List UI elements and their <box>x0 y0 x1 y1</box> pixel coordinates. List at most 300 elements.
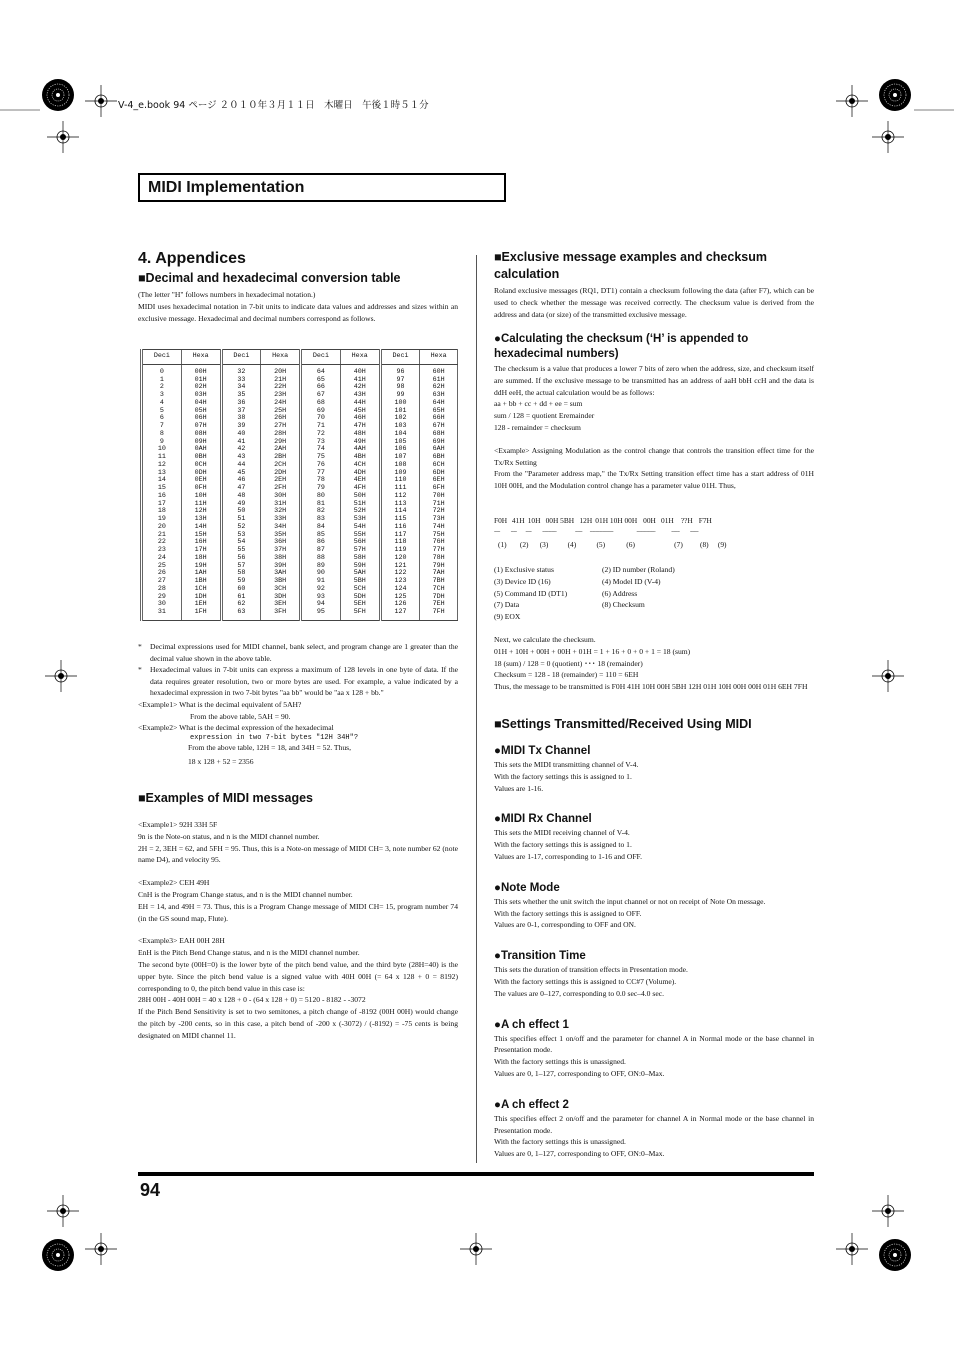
hex-cell: 18H <box>181 555 221 563</box>
settings-list <box>494 744 814 1160</box>
column-header: Hexa <box>420 350 458 365</box>
decimal-cell: 78 <box>301 477 341 485</box>
byte: 01H <box>661 516 674 525</box>
example-text: From the "Parameter address map," the Tx/Rx Setting transition effect time has a start address of 01H 10H 00H, and the Modulation control change has a parameter value 01H. Thus, <box>494 469 814 491</box>
table-row <box>142 415 458 423</box>
decimal-cell: 124 <box>380 586 420 594</box>
decimal-cell: 5 <box>142 408 182 416</box>
decimal-cell: 62 <box>221 601 261 609</box>
note-item: * Decimal expressions used for MIDI channel, bank select, and program change are 1 greater than the decimal value shown in the above table. <box>138 642 458 663</box>
hex-cell: 0DH <box>181 470 221 478</box>
setting-line: This sets whether the unit switch the input channel or not on receipt of Note On message. <box>494 896 766 906</box>
decimal-cell: 0 <box>142 364 182 376</box>
registration-star-icon <box>879 79 911 111</box>
setting-title: ●MIDI Rx Channel <box>494 813 592 826</box>
setting-block <box>494 949 814 999</box>
hex-cell: 50H <box>340 493 380 501</box>
hex-cell: 4FH <box>340 485 380 493</box>
hex-cell: 3DH <box>261 594 301 602</box>
exclusive-text: Roland exclusive messages (RQ1, DT1) contain a checksum following the data (after F7), which can be used to check whether the message was received correctly. The checksum value is derived from the address and data (or size) of the transmitted exclusive message. <box>494 286 814 319</box>
decimal-cell: 32 <box>221 364 261 376</box>
hex-cell: 4CH <box>340 462 380 470</box>
hex-cell: 0BH <box>181 454 221 462</box>
setting-line: With the factory settings this is assigned to 1. <box>494 840 632 850</box>
column-divider <box>476 255 477 1163</box>
decimal-cell: 122 <box>380 570 420 578</box>
byte: 01H 10H 00H <box>595 516 638 525</box>
decimal-cell: 51 <box>221 516 261 524</box>
decimal-cell: 52 <box>221 524 261 532</box>
file-header: V-4_e.book 94 ページ ２０１０年３月１１日 木曜日 午後１時５１分 <box>118 100 429 111</box>
decimal-cell: 106 <box>380 446 420 454</box>
decimal-cell: 90 <box>301 570 341 578</box>
example3-line: If the Pitch Bend Sensitivity is set to two semitones, a pitch change of -8192 (00H 00H) would change the pitch by -200 cents, so in this case, a pitch bend of -200 x (-3072) / (-8192) = -75 cents is being designated on MIDI channel 11. <box>138 1007 458 1040</box>
table-row <box>142 516 458 524</box>
hex-cell: 45H <box>340 408 380 416</box>
hex-cell: 11H <box>181 501 221 509</box>
hex-cell: 7FH <box>420 609 458 620</box>
column-header: Deci <box>142 350 182 365</box>
hex-cell: 7EH <box>420 601 458 609</box>
hex-cell: 68H <box>420 431 458 439</box>
setting-line: Values are 1-17, corresponding to 1-16 and OFF. <box>494 851 643 861</box>
hex-cell: 74H <box>420 524 458 532</box>
decimal-cell: 48 <box>221 493 261 501</box>
decimal-cell: 34 <box>221 384 261 392</box>
decimal-cell: 88 <box>301 555 341 563</box>
decimal-cell: 47 <box>221 485 261 493</box>
decimal-cell: 82 <box>301 508 341 516</box>
hex-cell: 26H <box>261 415 301 423</box>
hex-cell: 72H <box>420 508 458 516</box>
example2-line: CnH is the Program Change status, and n is the MIDI channel number. <box>138 889 353 899</box>
setting-title: ●MIDI Tx Channel <box>494 745 591 757</box>
example2-line: EH = 14, and 49H = 73. Thus, this is a Program Change message of MIDI CH= 15, program number 74 (in the GS sound map, Flute). <box>138 901 458 923</box>
decimal-cell: 109 <box>380 470 420 478</box>
decimal-cell: 6 <box>142 415 182 423</box>
crosshair-icon <box>836 1233 868 1265</box>
byte: 12H <box>579 516 593 525</box>
calc-line: 18 (sum) / 128 = 0 (quotient) ･･･ 18 (remainder) <box>494 658 643 668</box>
decimal-cell: 33 <box>221 377 261 385</box>
decimal-cell: 23 <box>142 547 182 555</box>
table-row <box>142 384 458 392</box>
decimal-cell: 42 <box>221 446 261 454</box>
setting-line: This sets the duration of transition effects in Presentation mode. <box>494 965 688 975</box>
decimal-cell: 27 <box>142 578 182 586</box>
checksum-formula: sum / 128 = quotient Eremainder <box>494 411 595 421</box>
decimal-cell: 36 <box>221 400 261 408</box>
hex-cell: 3AH <box>261 570 301 578</box>
hex-cell: 54H <box>340 524 380 532</box>
hex-cell: 0FH <box>181 485 221 493</box>
column-header: Deci <box>221 350 261 365</box>
hex-cell: 36H <box>261 539 301 547</box>
setting-line: Values are 0, 1–127, corresponding to OFF, ON:0–Max. <box>494 1149 665 1159</box>
decimal-cell: 76 <box>301 462 341 470</box>
crosshair-icon <box>47 1195 79 1227</box>
conversion-intro-text: MIDI uses hexadecimal notation in 7-bit units to indicate data values and addresses and sizes within an exclusive message. Hexadecimal and decimal numbers correspond as follows. <box>138 301 458 323</box>
decimal-cell: 67 <box>301 392 341 400</box>
hex-cell: 62H <box>420 384 458 392</box>
hex-cell: 60H <box>420 364 458 376</box>
byte: ??H <box>680 516 693 525</box>
hex-cell: 13H <box>181 516 221 524</box>
hex-cell: 0CH <box>181 462 221 470</box>
table-notes <box>138 641 458 767</box>
example2-answer: From the above table, 12H = 18, and 34H = 52. Thus, <box>188 742 352 752</box>
example3-line: EnH is the Pitch Bend Change status, and n is the MIDI channel number. <box>138 948 360 958</box>
decimal-cell: 91 <box>301 578 341 586</box>
decimal-cell: 114 <box>380 508 420 516</box>
table-row <box>142 446 458 454</box>
decimal-cell: 126 <box>380 601 420 609</box>
conversion-intro <box>138 289 458 324</box>
decimal-cell: 80 <box>301 493 341 501</box>
table-row <box>142 609 458 620</box>
decimal-cell: 110 <box>380 477 420 485</box>
hex-cell: 2DH <box>261 470 301 478</box>
decimal-cell: 14 <box>142 477 182 485</box>
calc-line: 01H + 10H + 00H + 00H + 01H = 1 + 16 + 0 + 0 + 1 = 18 (sum) <box>494 646 691 656</box>
hex-cell: 29H <box>261 439 301 447</box>
decimal-cell: 108 <box>380 462 420 470</box>
decimal-cell: 4 <box>142 400 182 408</box>
decimal-cell: 61 <box>221 594 261 602</box>
legend-row: (5) Command ID (DT1) (6) Address <box>494 588 638 598</box>
hex-cell: 1BH <box>181 578 221 586</box>
hex-cell: 2AH <box>261 446 301 454</box>
hex-cell: 70H <box>420 493 458 501</box>
decimal-cell: 24 <box>142 555 182 563</box>
hex-cell: 46H <box>340 415 380 423</box>
section-title: 4. Appendices <box>138 250 246 267</box>
crosshair-icon <box>85 1233 117 1265</box>
table-row <box>142 454 458 462</box>
hex-cell: 61H <box>420 377 458 385</box>
hex-cell: 65H <box>420 408 458 416</box>
hex-cell: 15H <box>181 532 221 540</box>
decimal-cell: 95 <box>301 609 341 620</box>
decimal-cell: 116 <box>380 524 420 532</box>
decimal-cell: 44 <box>221 462 261 470</box>
setting-line: This specifies effect 2 on/off and the parameter for channel A in Normal mode or the base channel in Presentation mode. <box>494 1113 814 1135</box>
hex-cell: 4BH <box>340 454 380 462</box>
decimal-cell: 85 <box>301 532 341 540</box>
table-row <box>142 408 458 416</box>
decimal-cell: 10 <box>142 446 182 454</box>
hex-cell: 43H <box>340 392 380 400</box>
column-header: Hexa <box>261 350 301 365</box>
table-row <box>142 470 458 478</box>
crosshair-icon <box>872 660 904 692</box>
hex-cell: 08H <box>181 431 221 439</box>
crosshair-icon <box>45 660 77 692</box>
hex-cell: 5AH <box>340 570 380 578</box>
hex-cell: 3EH <box>261 601 301 609</box>
column-header: Hexa <box>181 350 221 365</box>
setting-title: ●Note Mode <box>494 881 560 894</box>
decimal-cell: 53 <box>221 532 261 540</box>
hex-cell: 6CH <box>420 462 458 470</box>
hex-cell: 17H <box>181 547 221 555</box>
hex-cell: 05H <box>181 408 221 416</box>
hex-cell: 33H <box>261 516 301 524</box>
hex-cell: 5FH <box>340 609 380 620</box>
byte: 10H <box>527 516 541 525</box>
table-row <box>142 431 458 439</box>
setting-line: With the factory settings this is assigned to CC#7 (Volume). <box>494 976 677 986</box>
registration-star-icon <box>42 79 74 111</box>
decimal-cell: 70 <box>301 415 341 423</box>
hex-cell: 44H <box>340 400 380 408</box>
hex-cell: 7AH <box>420 570 458 578</box>
decimal-cell: 72 <box>301 431 341 439</box>
checksum-paragraph: The checksum is a value that produces a lower 7 bits of zero when the address, size, and checksum itself are summed. If the exclusive message to be transmitted has an address of aaH bbH ccH and the data is ddH eeH, the actual calculation would be as follows: <box>494 364 814 397</box>
table-row <box>142 377 458 385</box>
table-row <box>142 594 458 602</box>
table-row <box>142 423 458 431</box>
decimal-cell: 103 <box>380 423 420 431</box>
hex-cell: 02H <box>181 384 221 392</box>
message-numbers: (1) (2) (3) (4) (5) (6) (7) (8) (9) <box>498 540 727 549</box>
table-row <box>142 586 458 594</box>
hex-cell: 6DH <box>420 470 458 478</box>
hex-cell: 04H <box>181 400 221 408</box>
decimal-cell: 86 <box>301 539 341 547</box>
decimal-cell: 35 <box>221 392 261 400</box>
hex-cell: 79H <box>420 563 458 571</box>
crosshair-icon <box>872 121 904 153</box>
hex-cell: 2BH <box>261 454 301 462</box>
decimal-cell: 58 <box>221 570 261 578</box>
crosshair-icon <box>460 1233 492 1265</box>
hex-cell: 6EH <box>420 477 458 485</box>
hex-cell: 47H <box>340 423 380 431</box>
hex-cell: 66H <box>420 415 458 423</box>
hex-cell: 35H <box>261 532 301 540</box>
setting-line: This sets the MIDI receiving channel of V-4. <box>494 828 630 838</box>
decimal-cell: 111 <box>380 485 420 493</box>
table-row <box>142 524 458 532</box>
decimal-cell: 102 <box>380 415 420 423</box>
hex-cell: 5DH <box>340 594 380 602</box>
decimal-cell: 54 <box>221 539 261 547</box>
hex-cell: 7DH <box>420 594 458 602</box>
legend-row: (3) Device ID (16) (4) Model ID (V-4) <box>494 576 661 586</box>
decimal-cell: 37 <box>221 408 261 416</box>
decimal-cell: 15 <box>142 485 182 493</box>
decimal-cell: 41 <box>221 439 261 447</box>
table-row <box>142 501 458 509</box>
decimal-cell: 56 <box>221 555 261 563</box>
hex-cell: 56H <box>340 539 380 547</box>
legend-row: (9) EOX <box>494 612 521 622</box>
decimal-cell: 121 <box>380 563 420 571</box>
hex-cell: 0EH <box>181 477 221 485</box>
decimal-cell: 2 <box>142 384 182 392</box>
column-header: Deci <box>301 350 341 365</box>
decimal-cell: 13 <box>142 470 182 478</box>
hex-cell: 06H <box>181 415 221 423</box>
hex-cell: 07H <box>181 423 221 431</box>
hex-cell: 37H <box>261 547 301 555</box>
hex-cell: 19H <box>181 563 221 571</box>
decimal-cell: 29 <box>142 594 182 602</box>
hex-cell: 20H <box>261 364 301 376</box>
legend-row: (1) Exclusive status (2) ID number (Roland) <box>494 565 675 574</box>
hex-cell: 1CH <box>181 586 221 594</box>
page-number: 94 <box>140 1180 161 1200</box>
decimal-cell: 21 <box>142 532 182 540</box>
decimal-cell: 98 <box>380 384 420 392</box>
setting-line: The values are 0–127, corresponding to 0.0 sec–4.0 sec. <box>494 988 664 998</box>
table-row <box>142 364 458 376</box>
decimal-cell: 11 <box>142 454 182 462</box>
message-legend <box>494 564 814 623</box>
legend-row: (7) Data (8) Checksum <box>494 600 645 610</box>
example2-head: <Example2> CEH 49H <box>138 878 210 888</box>
decimal-cell: 75 <box>301 454 341 462</box>
decimal-cell: 115 <box>380 516 420 524</box>
hex-cell: 75H <box>420 532 458 540</box>
decimal-cell: 60 <box>221 586 261 594</box>
setting-line: Values are 1-16. <box>494 783 544 793</box>
hex-cell: 1FH <box>181 609 221 620</box>
crosshair-icon <box>47 121 79 153</box>
hex-cell: 4AH <box>340 446 380 454</box>
calc-line: Next, we calculate the checksum. <box>494 635 596 644</box>
example2-question: <Example2> What is the decimal expression of the hexadecimal <box>138 723 334 733</box>
decimal-cell: 7 <box>142 423 182 431</box>
hex-cell: 1DH <box>181 594 221 602</box>
hex-cell: 10H <box>181 493 221 501</box>
conversion-intro-note: (The letter "H" follows numbers in hexadecimal notation.) <box>138 290 316 299</box>
crosshair-icon <box>85 85 117 117</box>
hex-cell: 71H <box>420 501 458 509</box>
table-row <box>142 493 458 501</box>
decimal-cell: 71 <box>301 423 341 431</box>
hex-cell: 32H <box>261 508 301 516</box>
setting-block <box>494 1098 814 1160</box>
decimal-cell: 28 <box>142 586 182 594</box>
chapter-title: MIDI Implementation <box>148 179 305 196</box>
decimal-cell: 89 <box>301 563 341 571</box>
decimal-cell: 31 <box>142 609 182 620</box>
table-row <box>142 547 458 555</box>
decimal-cell: 22 <box>142 539 182 547</box>
decimal-cell: 101 <box>380 408 420 416</box>
example3-line: 28H 00H - 40H 00H = 40 x 128 + 0 - (64 x 128 + 0) = 5120 - 8182 - -3072 <box>138 995 366 1005</box>
decimal-cell: 25 <box>142 563 182 571</box>
hex-cell: 6FH <box>420 485 458 493</box>
decimal-cell: 8 <box>142 431 182 439</box>
crosshair-icon <box>872 1195 904 1227</box>
hex-cell: 34H <box>261 524 301 532</box>
hex-cell: 30H <box>261 493 301 501</box>
setting-line: This sets the MIDI transmitting channel of V-4. <box>494 760 639 769</box>
decimal-cell: 16 <box>142 493 182 501</box>
hex-cell: 3FH <box>261 609 301 620</box>
setting-line: With the factory settings this is unassigned. <box>494 1057 626 1067</box>
hex-cell: 69H <box>420 439 458 447</box>
hex-cell: 16H <box>181 539 221 547</box>
example1-line: 9n is the Note-on status, and n is the MIDI channel number. <box>138 831 320 841</box>
hex-conversion-table <box>140 349 458 621</box>
hex-cell: 12H <box>181 508 221 516</box>
decimal-cell: 125 <box>380 594 420 602</box>
decimal-cell: 63 <box>221 609 261 620</box>
hex-cell: 3BH <box>261 578 301 586</box>
midi-messages-heading: ■Examples of MIDI messages <box>138 791 313 805</box>
hex-cell: 40H <box>340 364 380 376</box>
decimal-cell: 119 <box>380 547 420 555</box>
decimal-cell: 87 <box>301 547 341 555</box>
decimal-cell: 3 <box>142 392 182 400</box>
byte: F0H <box>494 516 508 525</box>
hex-cell: 38H <box>261 555 301 563</box>
decimal-cell: 120 <box>380 555 420 563</box>
example2-question-mono: expression in two 7-bit bytes "12H 34H"? <box>190 733 359 742</box>
table-row <box>142 508 458 516</box>
example3-head: <Example3> EAH 00H 28H <box>138 936 225 946</box>
hex-cell: 03H <box>181 392 221 400</box>
setting-block <box>494 1018 814 1080</box>
hex-cell: 6BH <box>420 454 458 462</box>
hex-cell: 5EH <box>340 601 380 609</box>
decimal-cell: 59 <box>221 578 261 586</box>
hex-cell: 2CH <box>261 462 301 470</box>
hex-cell: 7CH <box>420 586 458 594</box>
setting-line: With the factory settings this is assigned to OFF. <box>494 908 642 918</box>
hex-cell: 67H <box>420 423 458 431</box>
byte: 00H 5BH <box>545 516 575 525</box>
hex-cell: 28H <box>261 431 301 439</box>
table-row <box>142 563 458 571</box>
setting-block <box>494 881 814 931</box>
hex-cell: 76H <box>420 539 458 547</box>
hex-cell: 42H <box>340 384 380 392</box>
setting-line: With the factory settings this is assigned to 1. <box>494 771 632 781</box>
decimal-cell: 93 <box>301 594 341 602</box>
decimal-cell: 99 <box>380 392 420 400</box>
hex-cell: 1AH <box>181 570 221 578</box>
hex-cell: 64H <box>420 400 458 408</box>
decimal-cell: 81 <box>301 501 341 509</box>
table-row <box>142 477 458 485</box>
hex-cell: 3CH <box>261 586 301 594</box>
example3-line: The second byte (00H=0) is the lower byte of the pitch bend value, and the third byte (28H=40) is the upper byte. Since the pitch bend value is a signed value with 40H 00H (= 64 x 128 + 0 = 8192) corresponding to 0, the pitch bend value in this case is: <box>138 959 458 993</box>
setting-title: ●A ch effect 1 <box>494 1018 569 1031</box>
table-row <box>142 578 458 586</box>
decimal-cell: 77 <box>301 470 341 478</box>
table-row <box>142 400 458 408</box>
decimal-cell: 9 <box>142 439 182 447</box>
hex-cell: 6AH <box>420 446 458 454</box>
table-row <box>142 555 458 563</box>
decimal-cell: 26 <box>142 570 182 578</box>
decimal-cell: 74 <box>301 446 341 454</box>
decimal-cell: 83 <box>301 516 341 524</box>
example2-result: 18 x 128 + 52 = 2356 <box>188 756 254 766</box>
decimal-cell: 68 <box>301 400 341 408</box>
decimal-cell: 84 <box>301 524 341 532</box>
column-header: Hexa <box>340 350 380 365</box>
decimal-cell: 73 <box>301 439 341 447</box>
hex-cell: 27H <box>261 423 301 431</box>
byte: 41H <box>511 516 525 525</box>
hex-cell: 1EH <box>181 601 221 609</box>
